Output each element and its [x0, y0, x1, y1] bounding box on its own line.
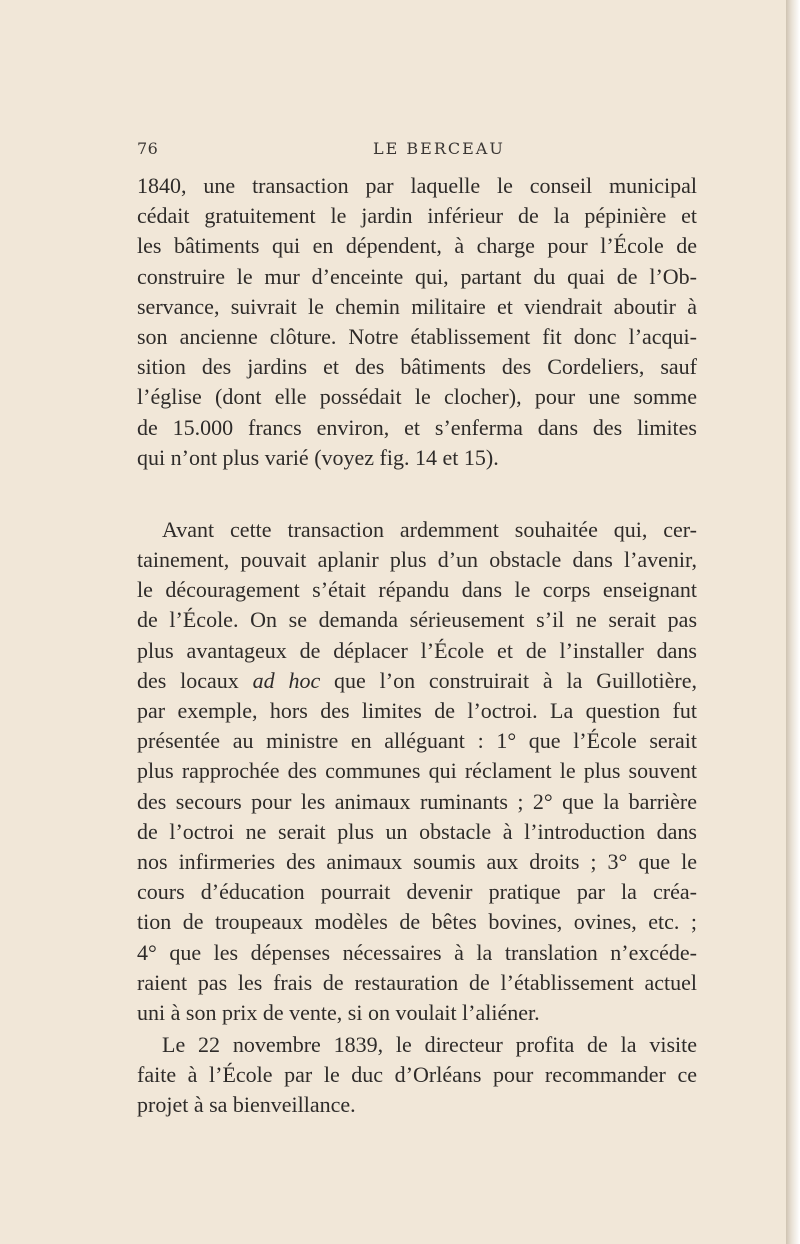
text-line: construire le mur d’enceinte qui, partant du quai de l’Ob- — [137, 263, 697, 289]
paragraph-relocation — [137, 515, 697, 1028]
running-title: LE BERCEAU — [373, 139, 505, 158]
body-text — [137, 171, 697, 1121]
text-line: tainement, pouvait aplanir plus d’un obstacle dans l’avenir, — [137, 547, 697, 573]
text-line: faite à l’École par le duc d’Orléans pour recommander ce — [137, 1062, 697, 1088]
text-line: l’église (dont elle possédait le clocher), pour une somme — [137, 384, 697, 410]
text-line: le découragement s’était répandu dans le corps enseignant — [137, 577, 697, 603]
paragraph-spacer — [137, 473, 697, 515]
text-line: nos infirmeries des animaux soumis aux droits ; 3° que le — [137, 848, 697, 874]
page-number: 76 — [137, 139, 159, 158]
text-line: Avant cette transaction ardemment souhaitée qui, cer- — [162, 516, 697, 542]
text-line: des secours pour les animaux ruminants ; 2° que la barrière — [137, 788, 697, 814]
text-line: 1840, une transaction par laquelle le conseil municipal — [137, 173, 697, 198]
text-line: de 15.000 francs environ, et s’enferma dans des limites — [137, 414, 697, 440]
page-edge — [786, 0, 800, 1244]
text-line: cours d’éducation pourrait devenir pratique par la créa- — [137, 879, 697, 905]
text-line: plus rapprochée des communes qui réclament le plus souvent — [137, 758, 697, 784]
text-line: plus avantageux de déplacer l’École et de l’installer dans — [137, 637, 697, 663]
text-line: qui n’ont plus varié (voyez fig. 14 et 15). — [137, 444, 499, 470]
text-line: de l’octroi ne serait plus un obstacle à l’introduction dans — [137, 818, 697, 844]
text-line: Le 22 novembre 1839, le directeur profita de la visite — [162, 1032, 697, 1058]
text-line: raient pas les frais de restauration de l’établissement actuel — [137, 969, 697, 995]
text-line: présentée au ministre en alléguant : 1° que l’École serait — [137, 728, 697, 754]
text-line: cédait gratuitement le jardin inférieur de la pépinière et — [137, 203, 697, 229]
text-line: par exemple, hors des limites de l’octroi. La question fut — [137, 698, 697, 723]
italic-phrase: ad hoc — [252, 667, 321, 693]
text-line: sition des jardins et des bâtiments des Cordeliers, sauf — [137, 354, 697, 380]
text-line: projet à sa bienveillance. — [137, 1092, 356, 1118]
paragraph-transaction — [137, 171, 697, 473]
text-line: de l’École. On se demanda sérieusement s’il ne serait pas — [137, 607, 697, 633]
text-run: des locaux — [137, 667, 253, 693]
text-run: que l’on construirait à la Guillotière, — [320, 667, 698, 693]
text-line: tion de troupeaux modèles de bêtes bovines, ovines, etc. ; — [137, 909, 697, 935]
running-header — [137, 139, 697, 163]
text-line: 4° que les dépenses nécessaires à la translation n’excéde- — [137, 939, 697, 965]
text-line: servance, suivrait le chemin militaire et viendrait aboutir à — [137, 293, 697, 319]
text-line: son ancienne clôture. Notre établissement fit donc l’acqui- — [137, 323, 697, 349]
text-line-ad-hoc — [137, 666, 697, 696]
paragraph-visit — [137, 1030, 697, 1121]
text-line: uni à son prix de vente, si on voulait l’aliéner. — [137, 999, 540, 1025]
text-line: les bâtiments qui en dépendent, à charge pour l’École de — [137, 233, 697, 259]
